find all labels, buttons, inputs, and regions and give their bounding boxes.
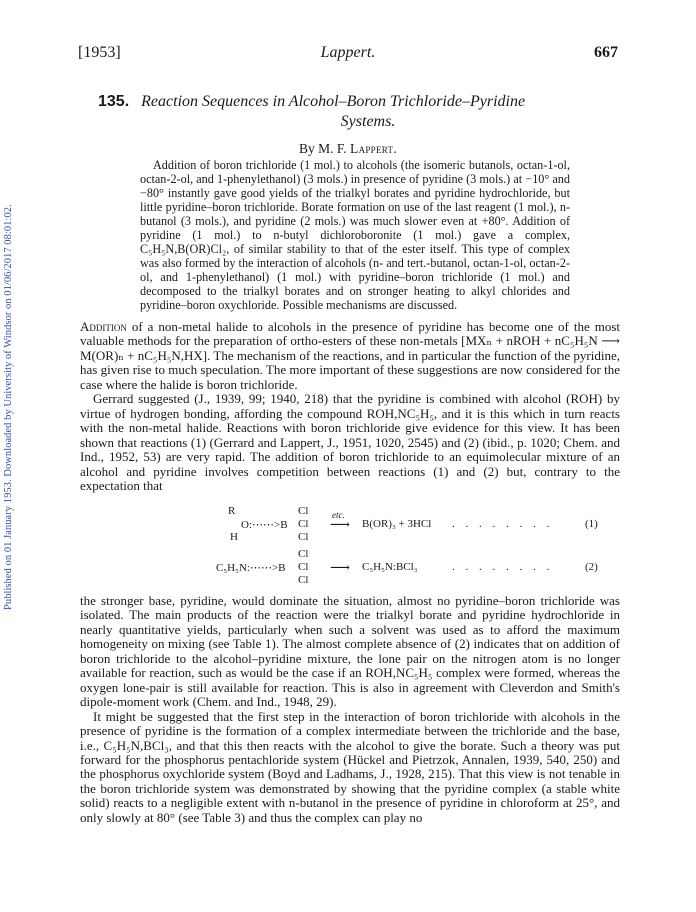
eq1-O-B: O:⋯⋯>B	[241, 519, 288, 531]
title-line-2: Systems.	[340, 113, 396, 130]
abstract-text: Addition of boron trichloride (1 mol.) to alcohols (the isomeric butanols, octan-1-ol, octan-2-ol, and 1-phenylethanol) (3 mols.) in presence of pyridine (3 mols.) at −10° and −80° instantly gave good yields of the trialkyl borates and pyridine hydrochloride, but little pyridine–boron trichloride. Borate formation on use of the last reagent (1 mol.), n-butanol (3 mols.), and pyridine (2 mols.) was much slower even at +80°. Addition of pyridine (1 mol.) to n-butyl dichloroboronite (1 mol.) gave a complex, C₅H₅N,B(OR)Cl₂, of similar stability to that of the ester itself. This type of complex was also formed by the interaction of alcohols (n- and tert.-butanol, octan-1-ol, octan-2-ol, and 1-phenylethanol) (1 mol.) with pyridine–boron trichloride (1 mol.) and decomposed to the trialkyl borates and on stronger heating to alkyl chlorides and pyridine–boron oxychloride. Possible mechanisms are discussed.	[140, 158, 570, 313]
eq1-etc: etc.	[332, 510, 345, 520]
eq2-arrow: ⟶	[330, 561, 351, 576]
eq2-product: C₅H₅N:BCl₃	[362, 561, 418, 573]
eq2-number: (2)	[585, 561, 598, 573]
journal-year: [1953]	[78, 44, 121, 61]
provenance-text: Published on 01 January 1953. Downloaded by University of Windsor on 01/06/2017 08:01:02.	[3, 204, 14, 610]
reaction-equations	[80, 505, 620, 587]
page-number: 667	[594, 44, 618, 61]
article-title	[98, 92, 618, 132]
article-number: 135.	[98, 93, 130, 110]
title-text: Reaction Sequences in Alcohol–Boron Trichloride–Pyridine	[141, 93, 526, 110]
byline	[0, 141, 696, 157]
eq1-H: H	[230, 531, 238, 543]
running-head	[78, 44, 618, 64]
provenance-note	[2, 150, 16, 610]
eq1-leader: . . . . . . . .	[452, 518, 554, 530]
eq2-leader: . . . . . . . .	[452, 561, 554, 573]
eq2-cl-mid: Cl	[298, 561, 309, 573]
body-part-2	[80, 594, 620, 825]
title-line-1	[98, 92, 618, 112]
eq1-product: B(OR)₃ + 3HCl	[362, 518, 432, 530]
eq2-left: C₅H₅N:⋯⋯>B	[216, 562, 286, 574]
lead-word: Addition	[80, 319, 127, 334]
paragraph-1-text: of a non-metal halide to alcohols in the presence of pyridine has become one of the most valuable methods for the preparation of ortho-esters of these non-metals [MXₙ + nROH + nC₅H₅N ⟶ M(OR)ₙ + nC₅H₅N,HX]. The mechanism of the reactions, and in particular the function of the pyridine, has given rise to much speculation. The more important of these suggestions are now considered for the case where the halide is boron trichloride.	[80, 319, 620, 392]
byline-prefix: By M. F.	[298, 141, 347, 156]
paragraph-4: It might be suggested that the first step in the interaction of boron trichloride with alcohols in the presence of pyridine is the formation of a complex intermediate between the trichloride and the base, i.e., C₅H₅N,BCl₃, and that this then reacts with the alcohol to give the borate. Such a theory was put forward for the phosphorus pentachloride system (Hückel and Pietrzok, Annalen, 1939, 540, 250) and the phosphorus oxychloride system (Boyd and Ladhams, J., 1928, 215). That this view is not tenable in the boron trichloride system was demonstrated by showing that the pyridine complex (a stable white solid) reacts to a negligible extent with n-butanol in the presence of pyridine in chloroform at 25°, and only slowly at 80° (see Table 3) and thus the complex can play no	[80, 708, 620, 825]
eq1-cl-mid: Cl	[298, 518, 309, 530]
paragraph-2: Gerrard suggested (J., 1939, 99; 1940, 218) that the pyridine is combined with alcohol (ROH) by virtue of hydrogen bonding, affording the compound ROH,NC₅H₅, and it is this which in turn reacts with the non-metal halide. Reactions with boron trichloride give evidence for this view. It has been shown that reactions (1) (Gerrard and Lappert, J., 1951, 1020, 2545) and (2) (ibid., p. 1020; Chem. and Ind., 1952, 53) are very rapid. The addition of boron trichloride to an equimolecular mixture of an alcohol and pyridine involves competition between reactions (1) and (2) but, contrary to the expectation that	[80, 391, 620, 493]
eq2-cl-bot: Cl	[298, 574, 309, 586]
eq1-arrow: ⟶	[330, 518, 351, 533]
running-author: Lappert.	[320, 44, 376, 61]
eq1-R: R	[228, 505, 236, 517]
eq1-cl-bot: Cl	[298, 531, 309, 543]
abstract	[140, 158, 570, 313]
author-name: Lappert.	[350, 141, 398, 156]
paragraph-1	[80, 320, 620, 392]
eq2-cl-top: Cl	[298, 548, 309, 560]
eq1-number: (1)	[585, 518, 598, 530]
body-part-1	[80, 320, 620, 493]
paragraph-3: the stronger base, pyridine, would dominate the situation, almost no pyridine–boron trichloride was isolated. The main products of the reaction were the trialkyl borate and pyridine hydrochloride in nearly quantitative yields, particularly when such a solvent was used as to afford the maximum homogeneity on mixing (see Table 1). The almost complete absence of (2) indicates that on addition of boron trichloride to the alcohol–pyridine mixture, the lone pair on the nitrogen atom is no longer available for reaction, such as would be the case if an ROH,NC₅H₅ complex were formed, whereas the oxygen lone-pair is still available for reaction. This is also in agreement with Cleverdon and Smith's dipole-moment work (Chem. and Ind., 1948, 29).	[80, 593, 620, 710]
eq1-cl-top: Cl	[298, 505, 309, 517]
